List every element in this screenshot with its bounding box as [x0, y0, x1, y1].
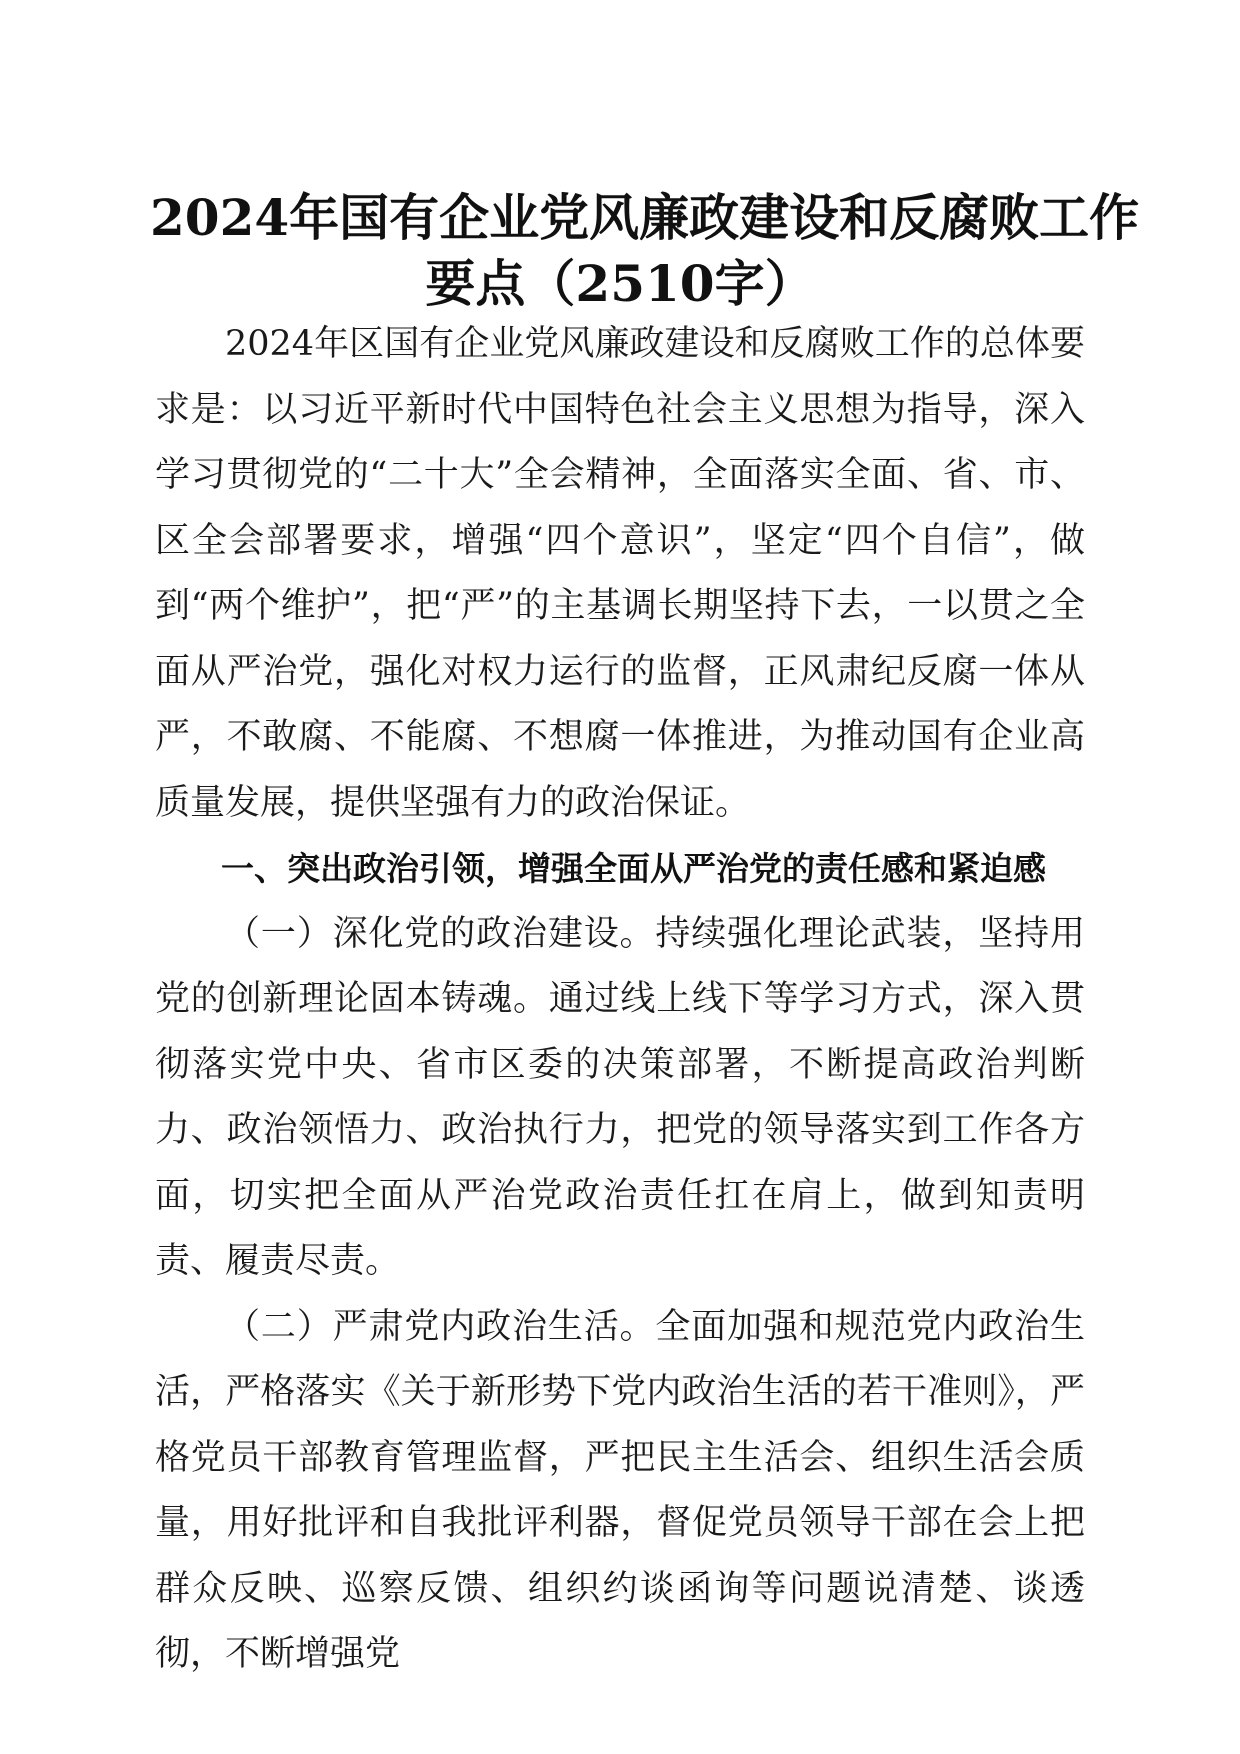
paragraph-general-requirements: 2024年区国有企业党风廉政建设和反腐败工作的总体要求是：以习近平新时代中国特色社会主义思想为指导，深入学习贯彻党的“二十大”全会精神，全面落实全面、省、市、区全会部署要求，增强“四个意识”，坚定“四个自信”，做到“两个维护”，把“严”的主基调长期坚持下去，一以贯之全面从严治党，强化对权力运行的监督，正风肃纪反腐一体从严，不敢腐、不能腐、不想腐一体推进，为推动国有企业高质量发展，提供坚强有力的政治保证。	[155, 324, 1085, 823]
section-heading-1: 一、突出政治引领，增强全面从严治党的责任感和紧迫感	[221, 849, 1046, 888]
paragraph-subsection-1: （一）深化党的政治建设。持续强化理论武装，坚持用党的创新理论固本铸魂。通过线上线下等学习方式，深入贯彻落实党中央、省市区委的决策部署，不断提高政治判断力、政治领悟力、政治执行力，把党的领导落实到工作各方面，切实把全面从严治党政治责任扛在肩上，做到知责明责、履责尽责。	[155, 913, 1085, 1281]
document-title-line-1: 2024年国有企业党风廉政建设和反腐败工作	[150, 188, 1140, 247]
paragraph-subsection-2: （二）严肃党内政治生活。全面加强和规范党内政治生活，严格落实《关于新形势下党内政治生活的若干准则》，严格党员干部教育管理监督，严把民主生活会、组织生活会质量，用好批评和自我批评利器，督促党员领导干部在会上把群众反映、巡察反馈、组织约谈函询等问题说清楚、谈透彻，不断增强党	[155, 1306, 1085, 1674]
document-title-line-2: 要点（2510字）	[425, 254, 815, 313]
document-body	[155, 312, 1085, 1688]
